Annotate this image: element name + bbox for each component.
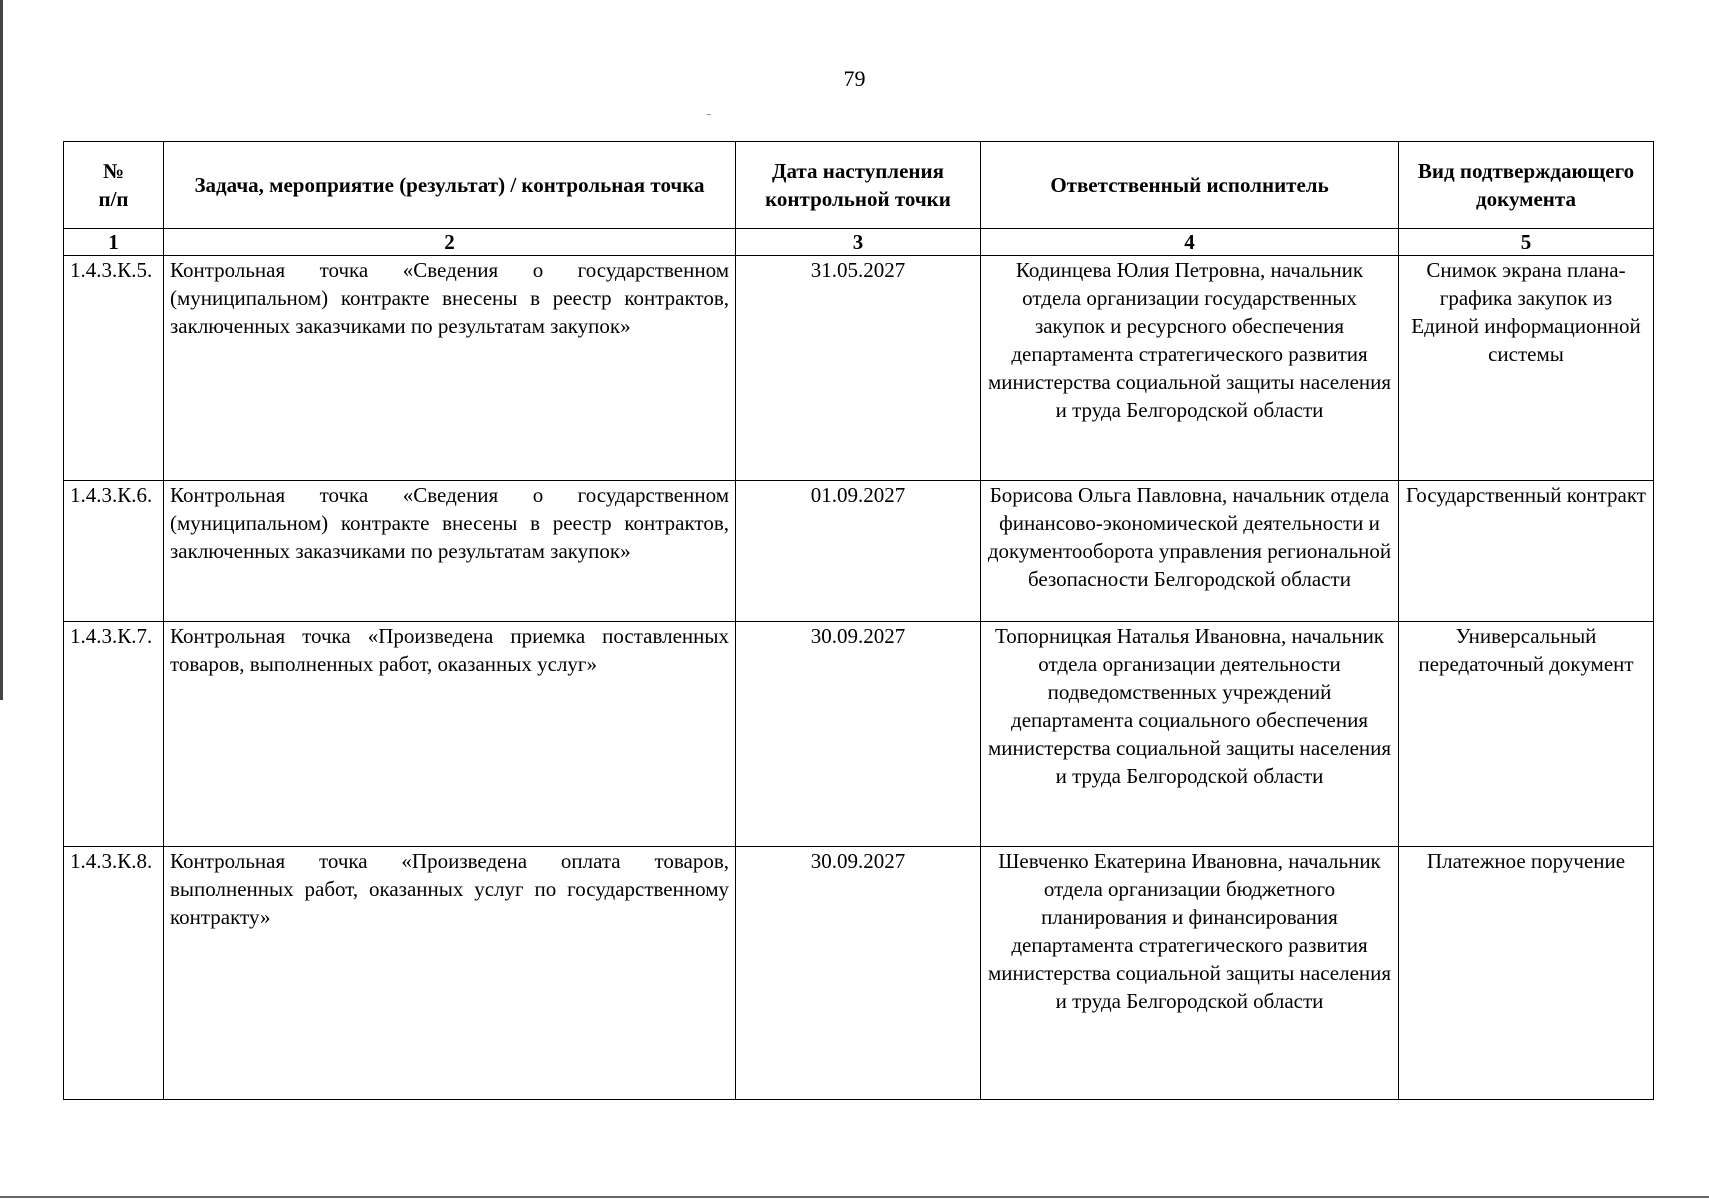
table-row	[64, 847, 1654, 1100]
row-responsible: Шевченко Екатерина Ивановна, начальник отдела организации бюджетного планирования и финансирования департамента стратегического развития министерства социальной защиты населения и труда Белгородской области	[981, 847, 1399, 1100]
column-number: 4	[981, 229, 1399, 256]
column-number: 3	[736, 229, 981, 256]
row-responsible: Кодинцева Юлия Петровна, начальник отдела организации государственных закупок и ресурсного обеспечения департамента стратегического развития министерства социальной защиты населения и труда Белгородской области	[981, 256, 1399, 481]
scan-edge-left	[0, 0, 3, 700]
row-responsible: Топорницкая Наталья Ивановна, начальник отдела организации деятельности подведомственных учреждений департамента социального обеспечения министерства социальной защиты населения и труда Белгородской области	[981, 622, 1399, 847]
row-document: Снимок экрана плана-графика закупок из Единой информационной системы	[1399, 256, 1654, 481]
row-number: 1.4.3.К.8.	[64, 847, 164, 1100]
column-number: 1	[64, 229, 164, 256]
table-header-row	[64, 142, 1654, 229]
row-date: 30.09.2027	[736, 847, 981, 1100]
header-number	[64, 142, 164, 229]
row-document: Государственный контракт	[1399, 481, 1654, 622]
row-document: Платежное поручение	[1399, 847, 1654, 1100]
header-number-abbr: п/п	[98, 187, 129, 211]
header-task: Задача, мероприятие (результат) / контрольная точка	[164, 142, 736, 229]
table-row	[64, 622, 1654, 847]
scan-speck	[707, 114, 711, 115]
column-number-row	[64, 229, 1654, 256]
table-row	[64, 256, 1654, 481]
row-responsible: Борисова Ольга Павловна, начальник отдела финансово-экономической деятельности и документооборота управления региональной безопасности Белгородской области	[981, 481, 1399, 622]
column-number: 5	[1399, 229, 1654, 256]
page-number: 79	[843, 66, 866, 91]
row-date: 01.09.2027	[736, 481, 981, 622]
row-task: Контрольная точка «Сведения о государственном (муниципальном) контракте внесены в реестр контрактов, заключенных заказчиками по результатам закупок»	[164, 481, 736, 622]
control-points-table	[63, 141, 1654, 1100]
row-number: 1.4.3.К.7.	[64, 622, 164, 847]
row-document: Универсальный передаточный документ	[1399, 622, 1654, 847]
row-date: 30.09.2027	[736, 622, 981, 847]
row-number: 1.4.3.К.5.	[64, 256, 164, 481]
row-task: Контрольная точка «Произведена приемка поставленных товаров, выполненных работ, оказанных услуг»	[164, 622, 736, 847]
row-date: 31.05.2027	[736, 256, 981, 481]
header-responsible: Ответственный исполнитель	[981, 142, 1399, 229]
row-task: Контрольная точка «Произведена оплата товаров, выполненных работ, оказанных услуг по государственному контракту»	[164, 847, 736, 1100]
column-number: 2	[164, 229, 736, 256]
header-number-symbol: №	[102, 159, 125, 183]
header-document: Вид подтверждающего документа	[1399, 142, 1654, 229]
scan-edge-bottom	[0, 1196, 1709, 1198]
header-date: Дата наступления контрольной точки	[736, 142, 981, 229]
row-task: Контрольная точка «Сведения о государственном (муниципальном) контракте внесены в реестр контрактов, заключенных заказчиками по результатам закупок»	[164, 256, 736, 481]
table-row	[64, 481, 1654, 622]
row-number: 1.4.3.К.6.	[64, 481, 164, 622]
